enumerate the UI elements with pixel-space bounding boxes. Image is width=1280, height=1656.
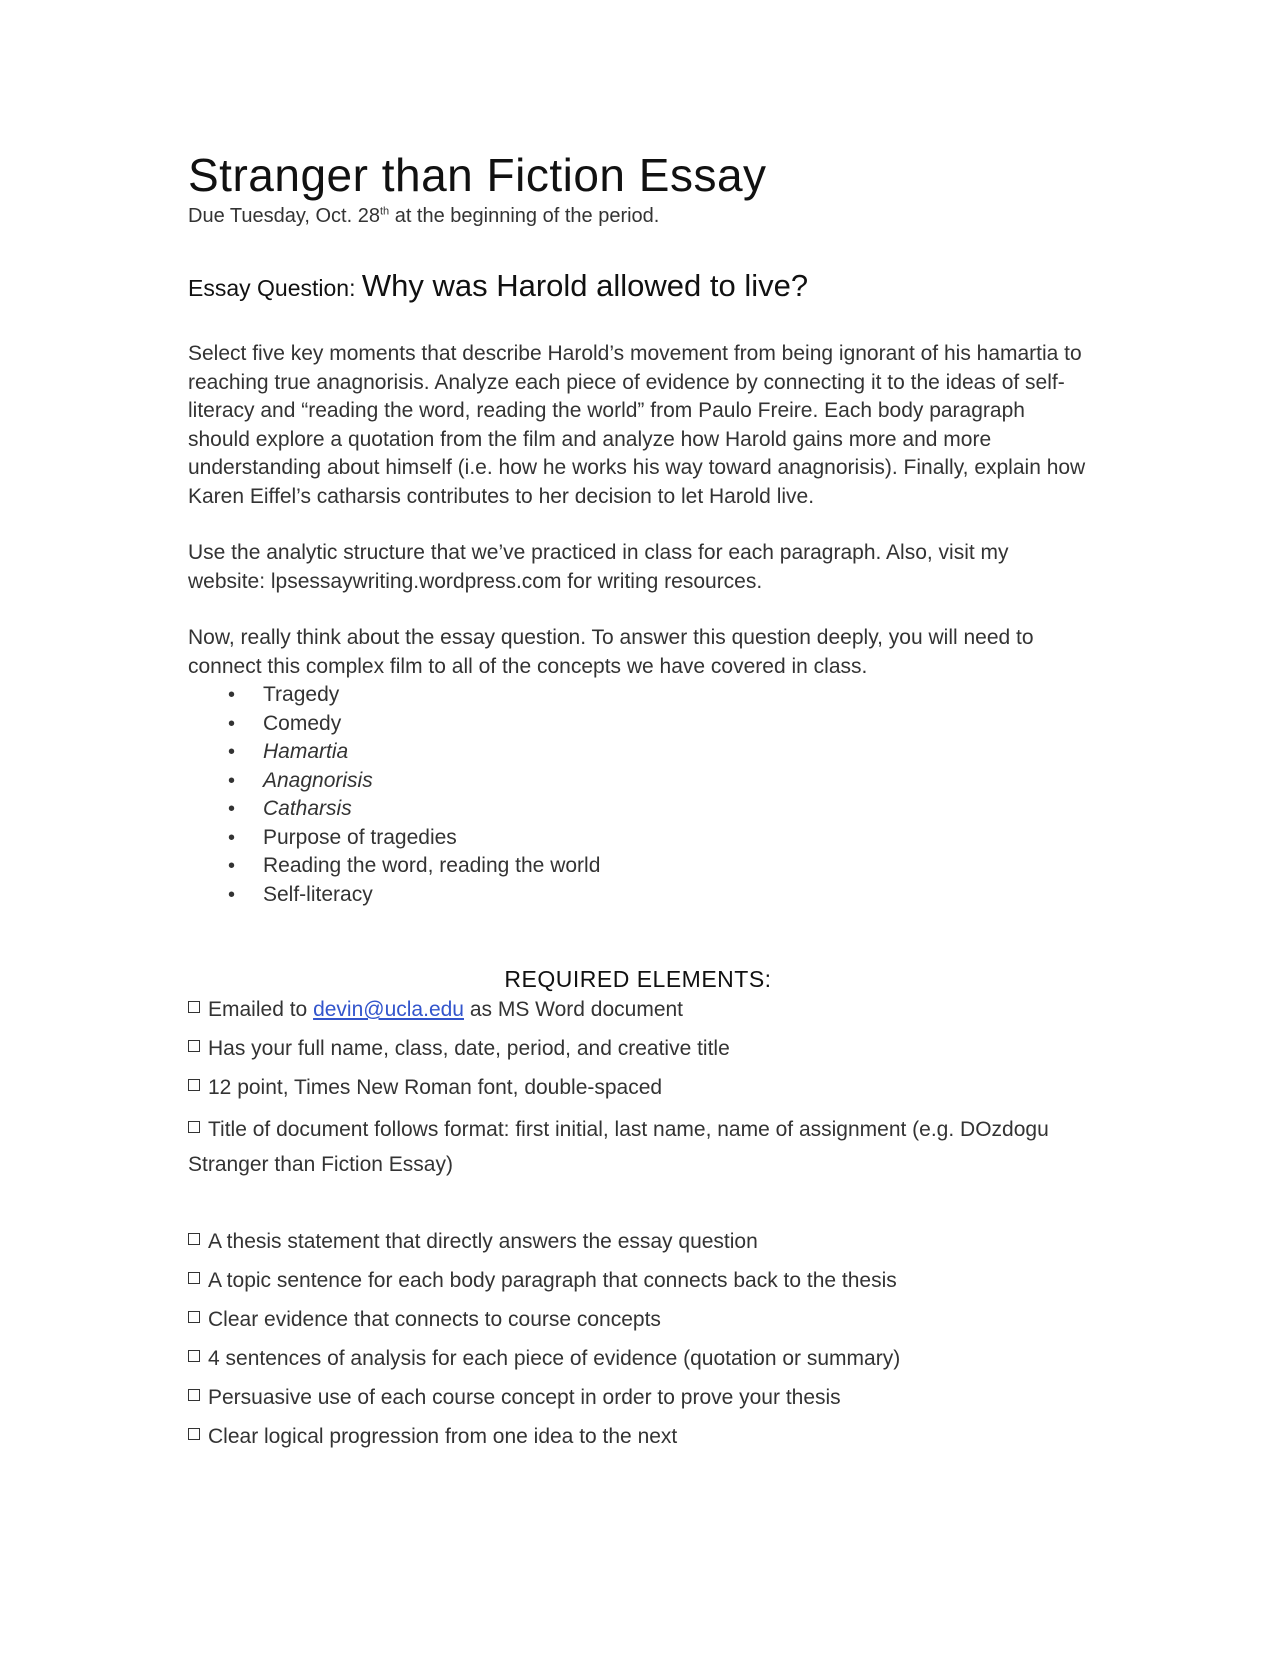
bullet-icon: • [228,855,236,877]
list-item: • Self-literacy [188,881,1088,910]
bullet-icon: • [228,769,236,792]
checklist-item: Emailed to devin@ucla.edu as MS Word document [188,995,1088,1024]
checklist-item: Has your full name, class, date, period, and creative title [188,1034,1088,1063]
checkbox-icon [188,1350,200,1362]
bullet-icon: • [228,712,236,735]
bullet-icon: • [228,826,236,849]
document-page [188,148,1088,1461]
list-item: • Tragedy [188,681,1088,710]
checklist-item: Clear logical progression from one idea to the next [188,1422,1088,1451]
checkbox-icon [188,1272,200,1284]
email-link[interactable]: devin@ucla.edu [313,998,464,1021]
checkbox-icon [188,1389,200,1401]
checkbox-icon [188,1121,200,1133]
concepts-list [188,681,1088,909]
checklist-item: 12 point, Times New Roman font, double-spaced [188,1073,1088,1102]
checklist-item: Clear evidence that connects to course concepts [188,1305,1088,1334]
checkbox-icon [188,1311,200,1323]
structure-paragraph [188,539,1088,596]
list-item: • Reading the word, reading the world [188,852,1088,881]
essay-question-label: Essay Question: [188,275,362,301]
list-item: • Hamartia [188,738,1088,767]
list-item: • Comedy [188,710,1088,739]
checklist-item: Title of document follows format: first initial, last name, name of assignment (e.g. DOzdogu Stranger than Fiction Essay) [188,1118,1049,1176]
list-item: • Purpose of tragedies [188,824,1088,853]
instructions-paragraph: Select five key moments that describe Harold’s movement from being ignorant of his hamartia to reaching true anagnorisis. Analyze each piece of evidence by connecting it to the ideas of self-literacy and “reading the word, reading the world” from Paulo Freire. Each body paragraph should explore a quotation from the film and analyze how Harold gains more and more understanding about himself (i.e. how he works his way toward anagnorisis). Finally, explain how Karen Eiffel’s catharsis contributes to her decision to let Harold live. [188,342,1086,508]
due-date-ordinal: th [379,205,390,218]
checkbox-icon [188,1001,200,1013]
concepts-intro-paragraph: Now, really think about the essay question. To answer this question deeply, you will need to connect this complex film to all of the concepts we have covered in class. [188,626,1034,678]
essay-question [188,266,1088,312]
checkbox-icon [188,1428,200,1440]
required-elements-heading: REQUIRED ELEMENTS: [504,966,772,992]
checkbox-icon [188,1233,200,1245]
due-date-rest: at the beginning of the period. [389,205,660,227]
bullet-icon: • [228,883,236,906]
required-format-checklist [188,995,1088,1182]
essay-question-text: Why was Harold allowed to live? [361,268,809,303]
list-item: • Anagnorisis [188,767,1088,796]
bullet-icon: • [228,741,236,763]
checklist-item: Persuasive use of each course concept in order to prove your thesis [188,1383,1088,1412]
list-item: • Catharsis [188,795,1088,824]
due-date-line [188,202,1088,230]
checklist-item: A thesis statement that directly answers the essay question [188,1227,1088,1256]
structure-paragraph-text: Use the analytic structure that we’ve practiced in class for each paragraph. Also, visit my website: lpsessaywriting.wordpress.com for writing resources. [188,541,1009,593]
checkbox-icon [188,1079,200,1091]
required-content-checklist [188,1227,1088,1451]
document-title: Stranger than Fiction Essay [188,149,767,201]
checklist-item: 4 sentences of analysis for each piece of evidence (quotation or summary) [188,1344,1088,1373]
due-date-prefix: Due Tuesday, Oct. 28 [188,205,380,227]
checkbox-icon [188,1040,200,1052]
bullet-icon: • [228,684,236,706]
checklist-item: A topic sentence for each body paragraph that connects back to the thesis [188,1266,1088,1295]
bullet-icon: • [228,798,236,820]
